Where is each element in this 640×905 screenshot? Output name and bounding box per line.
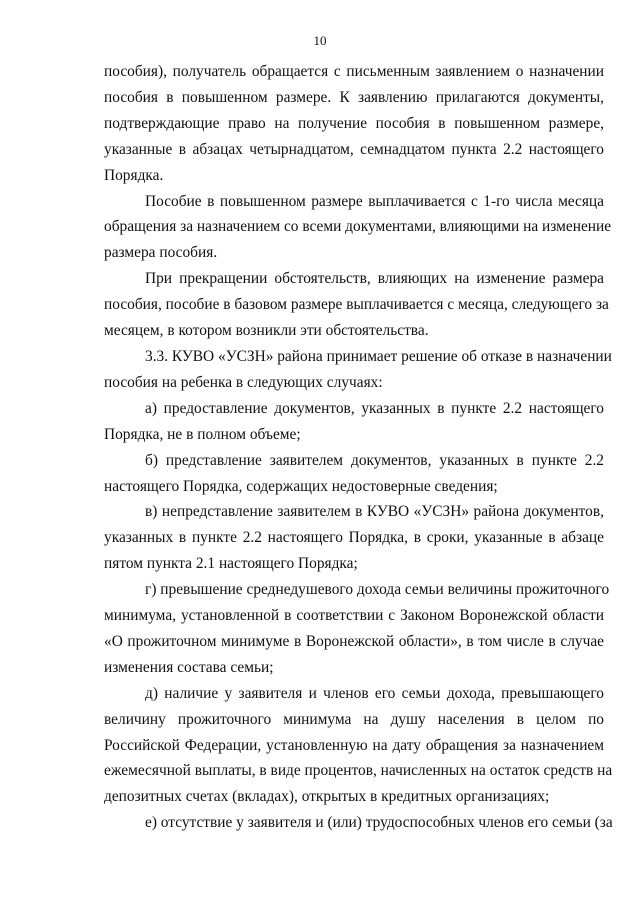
paragraph xyxy=(104,189,612,267)
text-line: в) непредставление заявителем в КУВО «УСЗН» района документов, xyxy=(145,503,604,521)
paragraph xyxy=(104,396,604,448)
text-line: 3.3. КУВО «УСЗН» района принимает решение об отказе в назначении xyxy=(145,347,612,365)
text-line: е) отсутствие у заявителя и (или) трудоспособных членов его семьи (за xyxy=(145,814,613,832)
paragraph xyxy=(104,810,613,836)
text-line: пособия), получатель обращается с письменным заявлением о назначении xyxy=(104,63,604,80)
text-line: б) представление заявителем документов, указанных в пункте 2.2 xyxy=(145,451,604,469)
text-line: изменения состава семьи; xyxy=(104,658,274,676)
text-line: размера пособия. xyxy=(104,244,218,262)
text-line: подтверждающие право на получение пособия в повышенном размере, xyxy=(104,114,604,132)
text-line: Российской Федерации, установленную на дату обращения за назначением xyxy=(104,736,604,754)
text-line: г) превышение среднедушевого дохода семьи величины прожиточного xyxy=(145,581,610,599)
text-line: Порядка, не в полном объеме; xyxy=(104,425,301,443)
text-line: указанные в абзацах четырнадцатом, семнадцатом пункта 2.2 настоящего xyxy=(104,140,604,158)
paragraph xyxy=(104,499,604,577)
text-line: Пособие в повышенном размере выплачивается с 1-го числа месяца xyxy=(145,192,604,210)
text-line: минимума, установленной в соответствии с Законом Воронежской области xyxy=(104,607,604,625)
text-line: месяцем, в котором возникли эти обстоятельства. xyxy=(104,322,429,340)
paragraph xyxy=(104,266,609,344)
text-line: д) наличие у заявителя и членов его семьи дохода, превышающего xyxy=(145,684,604,702)
text-line: «О прожиточном минимуме в Воронежской области», в том числе в случае xyxy=(104,632,604,650)
paragraph xyxy=(104,59,604,189)
text-line: депозитных счетах (вкладах), открытых в кредитных организациях; xyxy=(104,788,550,806)
paragraph xyxy=(104,344,612,396)
text-line: пособия, пособие в базовом размере выплачивается с месяца, следующего за xyxy=(104,296,609,314)
text-line: ежемесячной выплаты, в виде процентов, начисленных на остаток средств на xyxy=(104,762,613,780)
text-line: пособия в повышенном размере. К заявлению прилагаются документы, xyxy=(104,88,604,106)
text-line: Порядка. xyxy=(104,166,164,184)
paragraph xyxy=(104,577,610,681)
text-line: настоящего Порядка, содержащих недостоверные сведения; xyxy=(104,477,498,495)
page-number: 10 xyxy=(313,33,327,48)
text-line: пособия на ребенка в следующих случаях: xyxy=(104,373,383,391)
text-line: обращения за назначением со всеми документами, влияющими на изменение xyxy=(104,218,612,236)
text-line: При прекращении обстоятельств, влияющих на изменение размера xyxy=(145,270,604,288)
paragraph xyxy=(104,448,604,500)
text-line: величину прожиточного минимума на душу населения в целом по xyxy=(104,710,604,728)
text-line: пятом пункта 2.1 настоящего Порядка; xyxy=(104,555,358,573)
paragraph xyxy=(104,681,613,811)
text-line: а) предоставление документов, указанных в пункте 2.2 настоящего xyxy=(145,399,604,417)
text-line: указанных в пункте 2.2 настоящего Порядка, в сроки, указанные в абзаце xyxy=(104,529,604,547)
document-body xyxy=(104,59,613,836)
